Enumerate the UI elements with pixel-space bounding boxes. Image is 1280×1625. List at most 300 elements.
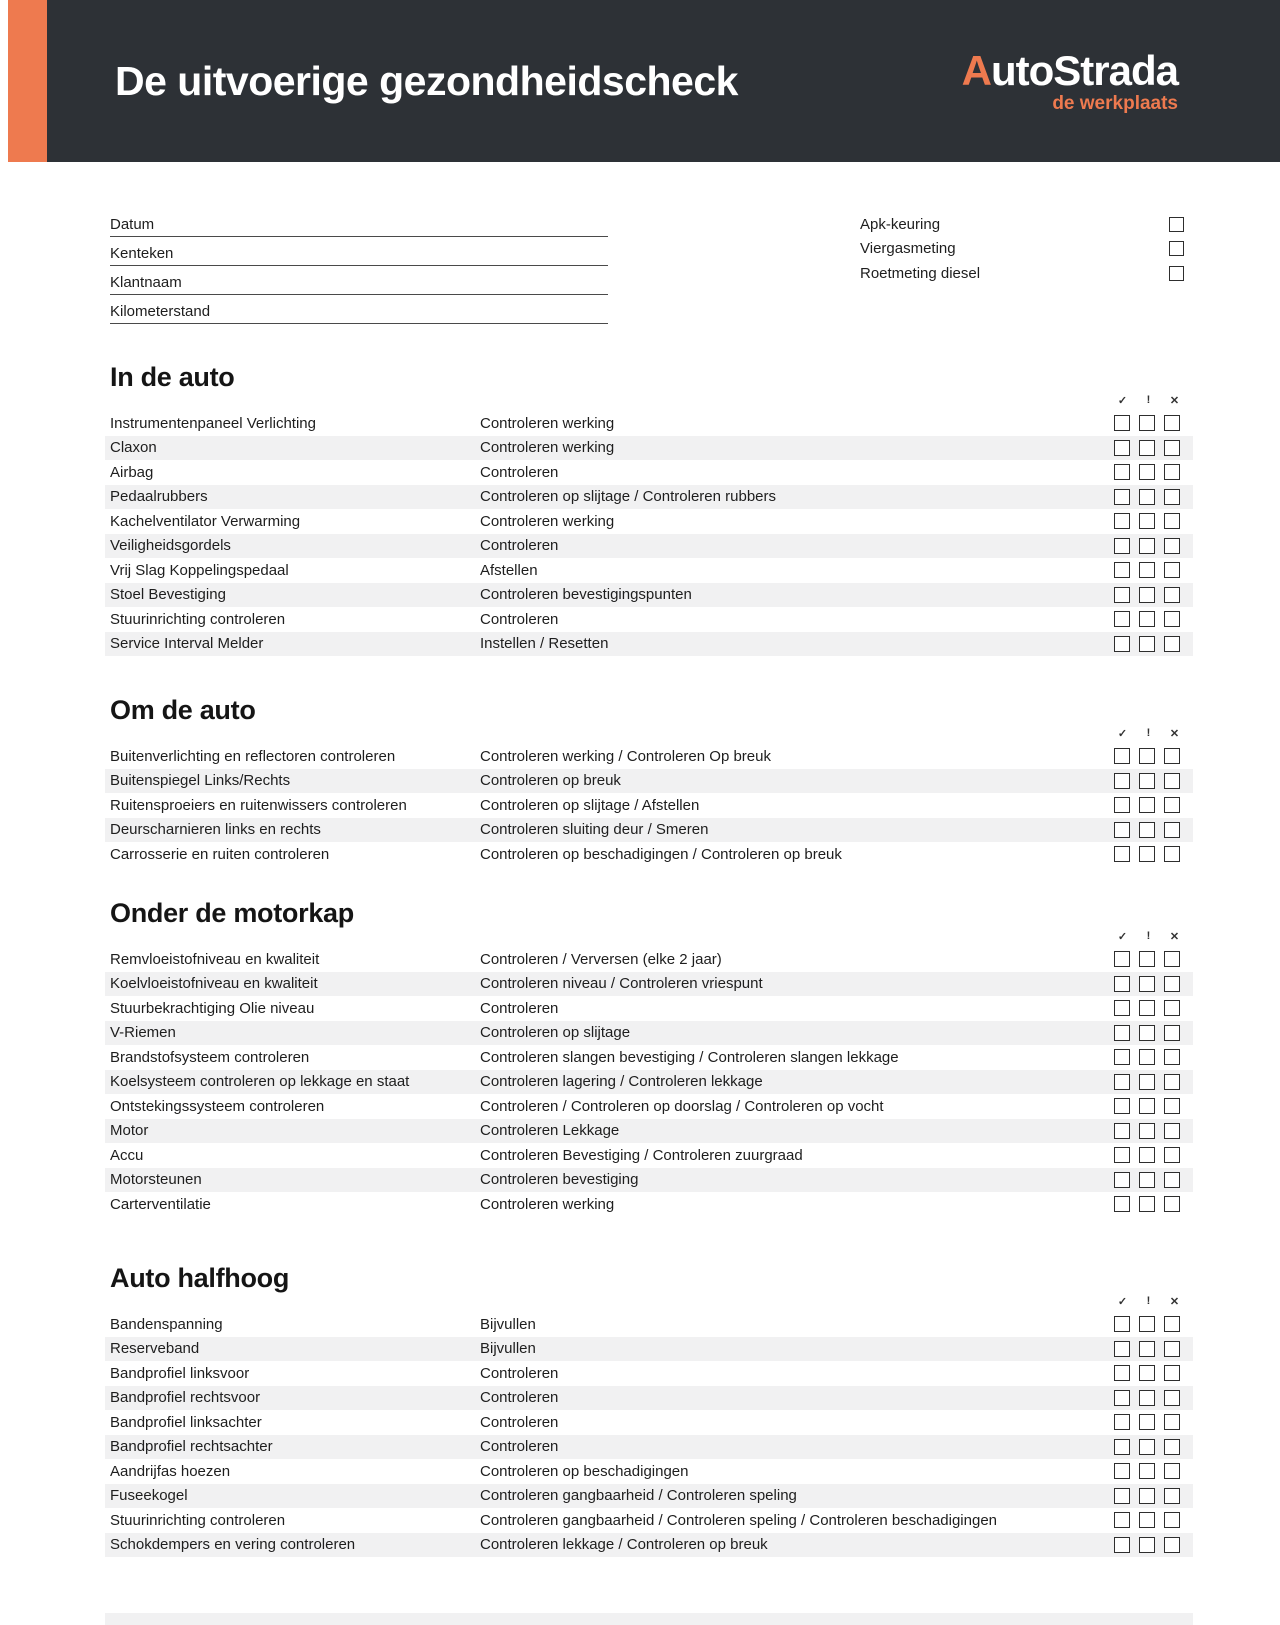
ok-checkbox[interactable]: [1114, 1172, 1130, 1188]
section-title: Om de auto: [110, 695, 256, 725]
field-label: Datum: [110, 216, 155, 233]
fail-checkbox[interactable]: [1164, 636, 1180, 652]
field-label: Kenteken: [110, 245, 174, 262]
attention-checkbox[interactable]: [1139, 822, 1155, 838]
ok-checkbox[interactable]: [1114, 611, 1130, 627]
row-checkboxes: [1114, 797, 1180, 813]
ok-checkbox[interactable]: [1114, 1049, 1130, 1065]
datum-input-area[interactable]: [154, 208, 608, 233]
row-item-label: Bandprofiel rechtsachter: [110, 1438, 273, 1456]
brand-name: [961, 46, 1178, 94]
fail-checkbox[interactable]: [1164, 587, 1180, 603]
next-row-edge: [105, 1613, 1193, 1625]
fail-checkbox[interactable]: [1164, 538, 1180, 554]
row-action-label: Controleren niveau / Controleren vriespunt: [480, 975, 763, 993]
attention-checkbox[interactable]: [1139, 415, 1155, 431]
header: [0, 0, 1280, 162]
attention-checkbox[interactable]: [1139, 797, 1155, 813]
row-action-label: Controleren gangbaarheid / Controleren speling: [480, 1487, 797, 1505]
form-fields: [110, 208, 608, 324]
row-checkboxes: [1114, 587, 1180, 603]
fail-checkbox[interactable]: [1164, 797, 1180, 813]
row-item-label: V-Riemen: [110, 1024, 176, 1042]
check-icon: ✓: [1117, 395, 1128, 407]
row-action-label: Controleren Lekkage: [480, 1122, 620, 1140]
row-checkboxes: [1114, 1414, 1180, 1430]
attention-checkbox[interactable]: [1139, 1049, 1155, 1065]
roetmeting-diesel-checkbox[interactable]: [1169, 266, 1184, 281]
row-item-label: Koelvloeistofniveau en kwaliteit: [110, 975, 318, 993]
table-row: [105, 583, 1193, 608]
row-checkboxes: [1114, 1439, 1180, 1455]
table-row: [105, 769, 1193, 794]
table-row: [105, 1484, 1193, 1509]
row-item-label: Kachelventilator Verwarming: [110, 512, 301, 530]
brand-rest: utoStrada: [990, 46, 1178, 94]
ok-checkbox[interactable]: [1114, 1147, 1130, 1163]
row-item-label: Bandenspanning: [110, 1315, 223, 1333]
table-row: [105, 1312, 1193, 1337]
row-item-label: Bandprofiel rechtsvoor: [110, 1389, 261, 1407]
row-checkboxes: [1114, 440, 1180, 456]
exclamation-icon: !: [1146, 930, 1151, 942]
ok-checkbox[interactable]: [1114, 1512, 1130, 1528]
row-item-label: Schokdempers en vering controleren: [110, 1536, 356, 1554]
row-item-label: Pedaalrubbers: [110, 488, 208, 506]
fail-checkbox[interactable]: [1164, 513, 1180, 529]
table-row: [105, 1386, 1193, 1411]
field-label: Kilometerstand: [110, 303, 211, 320]
row-action-label: Controleren: [480, 463, 559, 481]
row-item-label: Stuurinrichting controleren: [110, 1511, 286, 1529]
option-label: Apk-keuring: [860, 215, 941, 233]
cross-icon: ✕: [1169, 395, 1180, 407]
row-action-label: Controleren: [480, 1438, 559, 1456]
row-action-label: Controleren werking: [480, 439, 615, 457]
section-title: Auto halfhoog: [110, 1263, 290, 1293]
row-checkboxes: [1114, 1098, 1180, 1114]
ok-checkbox[interactable]: [1114, 587, 1130, 603]
row-checkboxes: [1114, 1365, 1180, 1381]
row-item-label: Aandrijfas hoezen: [110, 1462, 231, 1480]
attention-checkbox[interactable]: [1139, 773, 1155, 789]
row-item-label: Deurscharnieren links en rechts: [110, 821, 321, 839]
column-icons: [1114, 727, 1183, 740]
form-field-kenteken: [110, 237, 608, 266]
fail-checkbox[interactable]: [1164, 773, 1180, 789]
check-icon: ✓: [1117, 1296, 1128, 1308]
attention-checkbox[interactable]: [1139, 489, 1155, 505]
table-row: [105, 1192, 1193, 1217]
row-checkboxes: [1114, 1123, 1180, 1139]
attention-checkbox[interactable]: [1139, 1000, 1155, 1016]
ok-checkbox[interactable]: [1114, 489, 1130, 505]
brand-subtitle: de werkplaats: [1052, 92, 1178, 114]
ok-checkbox[interactable]: [1114, 636, 1130, 652]
ok-checkbox[interactable]: [1114, 415, 1130, 431]
row-item-label: Buitenverlichting en reflectoren controleren: [110, 747, 396, 765]
table-row: [105, 972, 1193, 997]
row-action-label: Controleren: [480, 537, 559, 555]
attention-checkbox[interactable]: [1139, 1147, 1155, 1163]
ok-checkbox[interactable]: [1114, 1537, 1130, 1553]
attention-checkbox[interactable]: [1139, 1316, 1155, 1332]
table-row: [105, 1094, 1193, 1119]
kilometerstand-input-area[interactable]: [210, 295, 608, 320]
row-item-label: Stuurinrichting controleren: [110, 610, 286, 628]
attention-checkbox[interactable]: [1139, 1123, 1155, 1139]
row-checkboxes: [1114, 1341, 1180, 1357]
ok-checkbox[interactable]: [1114, 1000, 1130, 1016]
row-action-label: Controleren gangbaarheid / Controleren speling / Controleren beschadigingen: [480, 1511, 998, 1529]
table-row: [105, 460, 1193, 485]
attention-checkbox[interactable]: [1139, 1463, 1155, 1479]
attention-checkbox[interactable]: [1139, 1439, 1155, 1455]
attention-checkbox[interactable]: [1139, 1488, 1155, 1504]
row-checkboxes: [1114, 1316, 1180, 1332]
table-row: [105, 1119, 1193, 1144]
ok-checkbox[interactable]: [1114, 951, 1130, 967]
ok-checkbox[interactable]: [1114, 1025, 1130, 1041]
row-action-label: Controleren slangen bevestiging / Controleren slangen lekkage: [480, 1048, 899, 1066]
table-row: [105, 607, 1193, 632]
table-row: [105, 1021, 1193, 1046]
column-icons: [1114, 930, 1183, 943]
attention-checkbox[interactable]: [1139, 1172, 1155, 1188]
row-checkboxes: [1114, 1390, 1180, 1406]
attention-checkbox[interactable]: [1139, 1196, 1155, 1212]
cross-icon: ✕: [1169, 931, 1180, 943]
attention-checkbox[interactable]: [1139, 513, 1155, 529]
fail-checkbox[interactable]: [1164, 1488, 1180, 1504]
row-checkboxes: [1114, 846, 1180, 862]
attention-checkbox[interactable]: [1139, 464, 1155, 480]
row-checkboxes: [1114, 1049, 1180, 1065]
inspection-options: [860, 212, 1184, 286]
row-action-label: Controleren op beschadigingen / Controleren op breuk: [480, 845, 842, 863]
section-title: In de auto: [110, 362, 235, 392]
row-action-label: Controleren Bevestiging / Controleren zuurgraad: [480, 1146, 803, 1164]
fail-checkbox[interactable]: [1164, 822, 1180, 838]
row-action-label: Controleren sluiting deur / Smeren: [480, 821, 709, 839]
row-item-label: Ontstekingssysteem controleren: [110, 1097, 325, 1115]
table-row: [105, 1337, 1193, 1362]
ok-checkbox[interactable]: [1114, 1074, 1130, 1090]
fail-checkbox[interactable]: [1164, 1390, 1180, 1406]
table-row: [105, 1361, 1193, 1386]
fail-checkbox[interactable]: [1164, 748, 1180, 764]
row-checkboxes: [1114, 1512, 1180, 1528]
row-action-label: Controleren lekkage / Controleren op breuk: [480, 1536, 768, 1554]
fail-checkbox[interactable]: [1164, 1147, 1180, 1163]
ok-checkbox[interactable]: [1114, 748, 1130, 764]
table-row: [105, 411, 1193, 436]
row-action-label: Controleren op slijtage / Controleren rubbers: [480, 488, 776, 506]
row-checkboxes: [1114, 1537, 1180, 1553]
row-checkboxes: [1114, 1147, 1180, 1163]
row-item-label: Bandprofiel linksachter: [110, 1413, 262, 1431]
row-item-label: Service Interval Melder: [110, 635, 264, 653]
ok-checkbox[interactable]: [1114, 1316, 1130, 1332]
fail-checkbox[interactable]: [1164, 1000, 1180, 1016]
row-item-label: Motorsteunen: [110, 1171, 202, 1189]
table-row: [105, 1045, 1193, 1070]
row-action-label: Controleren werking / Controleren Op breuk: [480, 747, 771, 765]
ok-checkbox[interactable]: [1114, 1414, 1130, 1430]
attention-checkbox[interactable]: [1139, 440, 1155, 456]
accent-strip: [8, 0, 47, 162]
attention-checkbox[interactable]: [1139, 587, 1155, 603]
row-checkboxes: [1114, 1000, 1180, 1016]
row-action-label: Afstellen: [480, 561, 538, 579]
ok-checkbox[interactable]: [1114, 1365, 1130, 1381]
ok-checkbox[interactable]: [1114, 464, 1130, 480]
fail-checkbox[interactable]: [1164, 562, 1180, 578]
exclamation-icon: !: [1146, 394, 1151, 406]
row-checkboxes: [1114, 489, 1180, 505]
fail-checkbox[interactable]: [1164, 1414, 1180, 1430]
header-bar: [47, 0, 1280, 162]
fail-checkbox[interactable]: [1164, 1025, 1180, 1041]
fail-checkbox[interactable]: [1164, 1049, 1180, 1065]
brand-logo: [961, 46, 1178, 114]
ok-checkbox[interactable]: [1114, 846, 1130, 862]
fail-checkbox[interactable]: [1164, 1123, 1180, 1139]
fail-checkbox[interactable]: [1164, 440, 1180, 456]
ok-checkbox[interactable]: [1114, 1463, 1130, 1479]
fail-checkbox[interactable]: [1164, 1098, 1180, 1114]
attention-checkbox[interactable]: [1139, 611, 1155, 627]
row-action-label: Controleren lagering / Controleren lekkage: [480, 1073, 763, 1091]
klantnaam-input-area[interactable]: [182, 266, 608, 291]
table-row: [105, 744, 1193, 769]
option-label: Viergasmeting: [860, 240, 956, 258]
fail-checkbox[interactable]: [1164, 1196, 1180, 1212]
row-action-label: Controleren: [480, 1389, 559, 1407]
table-row: [105, 1508, 1193, 1533]
table-row: [105, 558, 1193, 583]
fail-checkbox[interactable]: [1164, 1439, 1180, 1455]
attention-checkbox[interactable]: [1139, 1025, 1155, 1041]
table-row: [105, 534, 1193, 559]
row-action-label: Controleren op breuk: [480, 772, 621, 790]
ok-checkbox[interactable]: [1114, 822, 1130, 838]
form-field-kilometerstand: [110, 295, 608, 324]
fail-checkbox[interactable]: [1164, 489, 1180, 505]
attention-checkbox[interactable]: [1139, 976, 1155, 992]
viergasmeting-checkbox[interactable]: [1169, 241, 1184, 256]
attention-checkbox[interactable]: [1139, 636, 1155, 652]
row-action-label: Bijvullen: [480, 1315, 536, 1333]
row-checkboxes: [1114, 415, 1180, 431]
attention-checkbox[interactable]: [1139, 1512, 1155, 1528]
ok-checkbox[interactable]: [1114, 1196, 1130, 1212]
fail-checkbox[interactable]: [1164, 611, 1180, 627]
table-row: [105, 1435, 1193, 1460]
table-row: [105, 1533, 1193, 1558]
row-item-label: Carterventilatie: [110, 1195, 211, 1213]
row-action-label: Controleren werking: [480, 512, 615, 530]
table-row: [105, 996, 1193, 1021]
section-rows: [105, 1312, 1193, 1557]
row-item-label: Carrosserie en ruiten controleren: [110, 845, 330, 863]
fail-checkbox[interactable]: [1164, 1172, 1180, 1188]
row-item-label: Fuseekogel: [110, 1487, 188, 1505]
row-checkboxes: [1114, 1196, 1180, 1212]
fail-checkbox[interactable]: [1164, 1537, 1180, 1553]
attention-checkbox[interactable]: [1139, 1390, 1155, 1406]
row-action-label: Controleren: [480, 999, 559, 1017]
attention-checkbox[interactable]: [1139, 1414, 1155, 1430]
row-item-label: Ruitensproeiers en ruitenwissers controleren: [110, 796, 407, 814]
fail-checkbox[interactable]: [1164, 464, 1180, 480]
ok-checkbox[interactable]: [1114, 1123, 1130, 1139]
option-roetmeting-diesel: [860, 261, 1184, 286]
row-action-label: Controleren werking: [480, 1195, 615, 1213]
row-checkboxes: [1114, 976, 1180, 992]
row-item-label: Remvloeistofniveau en kwaliteit: [110, 950, 320, 968]
column-icons: [1114, 394, 1183, 407]
fail-checkbox[interactable]: [1164, 846, 1180, 862]
row-checkboxes: [1114, 1488, 1180, 1504]
fail-checkbox[interactable]: [1164, 1463, 1180, 1479]
row-action-label: Controleren: [480, 1413, 559, 1431]
fail-checkbox[interactable]: [1164, 976, 1180, 992]
fail-checkbox[interactable]: [1164, 1316, 1180, 1332]
ok-checkbox[interactable]: [1114, 1341, 1130, 1357]
row-action-label: Controleren werking: [480, 414, 615, 432]
column-icons: [1114, 1295, 1183, 1308]
attention-checkbox[interactable]: [1139, 1537, 1155, 1553]
ok-checkbox[interactable]: [1114, 1390, 1130, 1406]
exclamation-icon: !: [1146, 1295, 1151, 1307]
row-item-label: Reserveband: [110, 1340, 200, 1358]
ok-checkbox[interactable]: [1114, 976, 1130, 992]
fail-checkbox[interactable]: [1164, 1341, 1180, 1357]
row-action-label: Controleren op beschadigingen: [480, 1462, 689, 1480]
ok-checkbox[interactable]: [1114, 513, 1130, 529]
row-checkboxes: [1114, 1463, 1180, 1479]
ok-checkbox[interactable]: [1114, 440, 1130, 456]
table-row: [105, 842, 1193, 867]
ok-checkbox[interactable]: [1114, 538, 1130, 554]
row-action-label: Controleren / Controleren op doorslag / Controleren op vocht: [480, 1097, 884, 1115]
row-checkboxes: [1114, 538, 1180, 554]
attention-checkbox[interactable]: [1139, 1365, 1155, 1381]
attention-checkbox[interactable]: [1139, 1341, 1155, 1357]
section-rows: [105, 744, 1193, 867]
row-action-label: Controleren op slijtage / Afstellen: [480, 796, 700, 814]
check-icon: ✓: [1117, 931, 1128, 943]
row-action-label: Controleren op slijtage: [480, 1024, 631, 1042]
table-row: [105, 1168, 1193, 1193]
row-checkboxes: [1114, 636, 1180, 652]
attention-checkbox[interactable]: [1139, 538, 1155, 554]
row-item-label: Airbag: [110, 463, 154, 481]
fail-checkbox[interactable]: [1164, 415, 1180, 431]
table-row: [105, 1410, 1193, 1435]
option-label: Roetmeting diesel: [860, 264, 981, 282]
option-viergasmeting: [860, 237, 1184, 262]
table-row: [105, 1143, 1193, 1168]
table-row: [105, 509, 1193, 534]
row-checkboxes: [1114, 464, 1180, 480]
fail-checkbox[interactable]: [1164, 951, 1180, 967]
table-row: [105, 436, 1193, 461]
attention-checkbox[interactable]: [1139, 1074, 1155, 1090]
row-action-label: Bijvullen: [480, 1340, 536, 1358]
row-item-label: Vrij Slag Koppelingspedaal: [110, 561, 289, 579]
cross-icon: ✕: [1169, 728, 1180, 740]
table-row: [105, 485, 1193, 510]
ok-checkbox[interactable]: [1114, 562, 1130, 578]
row-item-label: Motor: [110, 1122, 149, 1140]
field-label: Klantnaam: [110, 274, 182, 291]
table-row: [105, 818, 1193, 843]
attention-checkbox[interactable]: [1139, 951, 1155, 967]
ok-checkbox[interactable]: [1114, 1439, 1130, 1455]
row-action-label: Instellen / Resetten: [480, 635, 609, 653]
row-action-label: Controleren: [480, 610, 559, 628]
row-checkboxes: [1114, 513, 1180, 529]
row-checkboxes: [1114, 951, 1180, 967]
exclamation-icon: !: [1146, 727, 1151, 739]
kenteken-input-area[interactable]: [173, 237, 608, 262]
row-checkboxes: [1114, 748, 1180, 764]
table-row: [105, 632, 1193, 657]
check-icon: ✓: [1117, 728, 1128, 740]
ok-checkbox[interactable]: [1114, 797, 1130, 813]
attention-checkbox[interactable]: [1139, 562, 1155, 578]
row-checkboxes: [1114, 611, 1180, 627]
row-item-label: Veiligheidsgordels: [110, 537, 231, 555]
row-checkboxes: [1114, 773, 1180, 789]
section-rows: [105, 411, 1193, 656]
row-checkboxes: [1114, 1074, 1180, 1090]
row-action-label: Controleren: [480, 1364, 559, 1382]
apk-keuring-checkbox[interactable]: [1169, 217, 1184, 232]
fail-checkbox[interactable]: [1164, 1365, 1180, 1381]
section-title: Onder de motorkap: [110, 898, 354, 928]
row-action-label: Controleren / Verversen (elke 2 jaar): [480, 950, 722, 968]
row-item-label: Brandstofsysteem controleren: [110, 1048, 310, 1066]
table-row: [105, 947, 1193, 972]
attention-checkbox[interactable]: [1139, 846, 1155, 862]
fail-checkbox[interactable]: [1164, 1512, 1180, 1528]
form-field-datum: [110, 208, 608, 237]
attention-checkbox[interactable]: [1139, 748, 1155, 764]
ok-checkbox[interactable]: [1114, 1098, 1130, 1114]
table-row: [105, 1459, 1193, 1484]
row-checkboxes: [1114, 1172, 1180, 1188]
row-action-label: Controleren bevestiging: [480, 1171, 639, 1189]
row-item-label: Stuurbekrachtiging Olie niveau: [110, 999, 315, 1017]
ok-checkbox[interactable]: [1114, 1488, 1130, 1504]
ok-checkbox[interactable]: [1114, 773, 1130, 789]
cross-icon: ✕: [1169, 1296, 1180, 1308]
row-item-label: Accu: [110, 1146, 144, 1164]
row-item-label: Buitenspiegel Links/Rechts: [110, 772, 291, 790]
attention-checkbox[interactable]: [1139, 1098, 1155, 1114]
row-item-label: Stoel Bevestiging: [110, 586, 226, 604]
table-row: [105, 1070, 1193, 1095]
page-title: De uitvoerige gezondheidscheck: [115, 57, 738, 104]
row-item-label: Claxon: [110, 439, 157, 457]
brand-initial: A: [961, 46, 991, 94]
fail-checkbox[interactable]: [1164, 1074, 1180, 1090]
row-item-label: Bandprofiel linksvoor: [110, 1364, 250, 1382]
option-apk-keuring: [860, 212, 1184, 237]
